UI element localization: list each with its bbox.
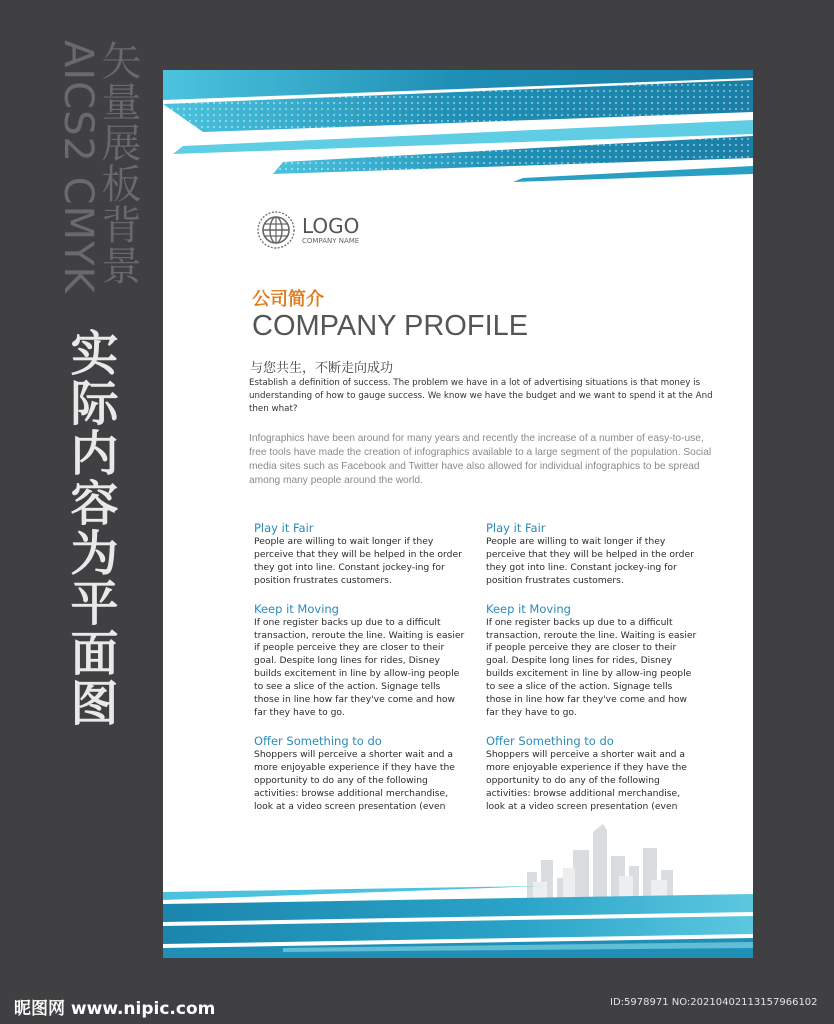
bottom-wave-decoration (163, 882, 753, 958)
section-heading: Offer Something to do (254, 733, 382, 748)
column-left (254, 521, 466, 813)
slogan: 与您共生，不断走向成功 (250, 361, 394, 376)
section-heading: Play it Fair (254, 521, 314, 535)
side-vertical-line1: 矢量展板背景 (95, 40, 141, 286)
footer-image-id: ID:5978971 NO:20210402113157966102 (610, 997, 818, 1008)
title-cn: 公司简介 (252, 289, 324, 310)
logo-subtext: COMPANY NAME (302, 236, 360, 245)
logo-text: LOGO (302, 213, 360, 238)
section-body: Shoppers will perceive a shorter wait and a more enjoyable experience if they have the opportunity to do any of the following activities: browse additional merchandise, look at a video screen presentation (even (486, 748, 687, 812)
side-vertical-text (55, 40, 141, 294)
section-body: If one register backs up due to a difficult transaction, reroute the line. Waiting is easier if people perceive they are closer to their goal. Despite long lines for rides, Disney builds excitement in line by allow-ing people to see a slice of the action. Signage tells those in line how far they've come and how far they have to go. (254, 616, 465, 718)
footer-site-logo: 昵图网 www.nipic.com (14, 999, 216, 1019)
title-en: COMPANY PROFILE (252, 310, 529, 342)
section-body: People are willing to wait longer if they perceive that they will be helped in the order they got into line. Constant jockey-ing for position frustrates customers. (486, 536, 694, 586)
section-heading: Keep it Moving (486, 601, 571, 616)
globe-icon (256, 210, 296, 250)
section-body: People are willing to wait longer if they perceive that they will be helped in the order they got into line. Constant jockey-ing for position frustrates customers. (254, 536, 462, 586)
section-heading: Offer Something to do (486, 733, 614, 748)
section-body: Shoppers will perceive a shorter wait and a more enjoyable experience if they have the opportunity to do any of the following activities: browse additional merchandise, look at a video screen presentation (even (254, 748, 455, 812)
top-wave-decoration (163, 70, 753, 190)
intro-paragraph-1: Establish a definition of success. The problem we have in a lot of advertising situations is that money is understanding of how to gauge success. We know we have the budget and we want to spend it at the And then what? (249, 378, 713, 414)
column-right (486, 521, 698, 813)
section-body: If one register backs up due to a difficult transaction, reroute the line. Waiting is easier if people perceive they are closer to their goal. Despite long lines for rides, Disney builds excitement in line by allow-ing people to see a slice of the action. Signage tells those in line how far they've come and how far they have to go. (486, 616, 697, 718)
section-heading: Keep it Moving (254, 601, 339, 616)
side-main-caption: 实际内容为平面图 (62, 328, 118, 728)
section-heading: Play it Fair (486, 521, 546, 535)
intro-paragraph-2: Infographics have been around for many years and recently the increase of a number of easy-to-use, free tools have made the creation of infographics available to a large segment of the population. Social media sites such as Facebook and Twitter have also allowed for individual infographics to be spread among many people around the world. (249, 433, 712, 486)
poster (163, 70, 753, 958)
logo (256, 210, 359, 250)
side-vertical-line2: AICS2 CMYK (55, 40, 101, 294)
